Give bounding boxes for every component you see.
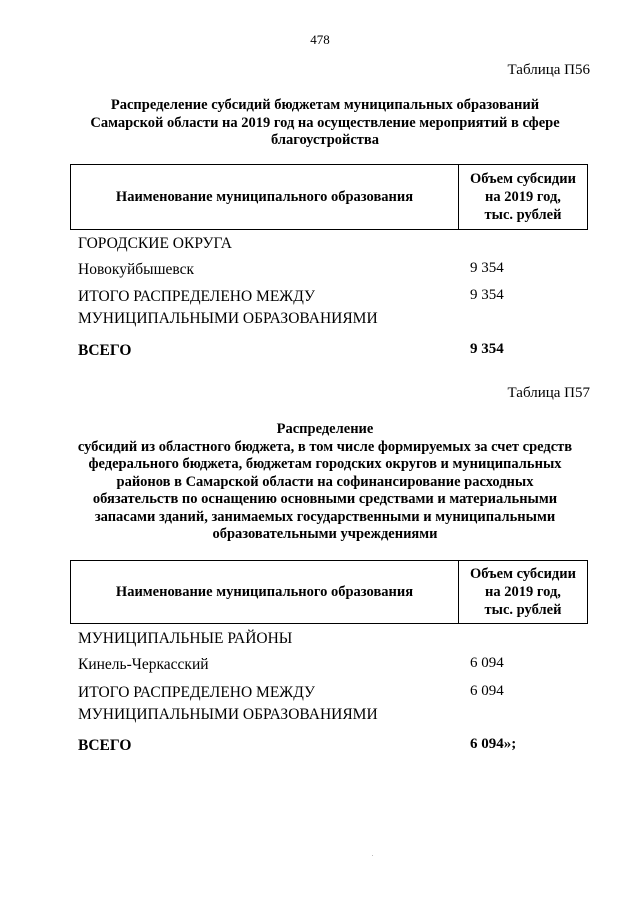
- table57-header-value: Объем субсидии на 2019 год, тыс. рублей: [470, 566, 576, 618]
- table56-title: [60, 97, 590, 150]
- table57-title-line: образовательными учреждениями: [212, 526, 438, 542]
- table57-row-value: 6 094: [470, 655, 504, 671]
- table57-subtotal-line2: МУНИЦИПАЛЬНЫМИ ОБРАЗОВАНИЯМИ: [78, 706, 378, 723]
- table57-total-value: 6 094»;: [470, 736, 517, 752]
- table57-title-line: обязательств по оснащению основными средствами и материальными: [92, 491, 558, 507]
- table57-header-name: Наименование муниципального образования: [71, 561, 459, 623]
- table56-header: [70, 164, 588, 230]
- table57-section: МУНИЦИПАЛЬНЫЕ РАЙОНЫ: [78, 630, 293, 647]
- table57-title: [60, 421, 590, 544]
- table57-subtotal-line1: ИТОГО РАСПРЕДЕЛЕНО МЕЖДУ: [78, 684, 315, 701]
- table57-title-line: федерального бюджета, бюджетам городских округов и муниципальных: [88, 456, 562, 472]
- scan-speck: [372, 855, 373, 856]
- table57-title-line: субсидий из областного бюджета, в том числе формируемых за счет средств: [77, 438, 573, 455]
- table57-row-name: Кинель-Черкасский: [78, 656, 209, 673]
- table56-total-value: 9 354: [470, 341, 504, 357]
- table56-header-value: Объем субсидии на 2019 год, тыс. рублей: [470, 171, 576, 223]
- table56-section: ГОРОДСКИЕ ОКРУГА: [78, 235, 232, 252]
- table56-subtotal-line2: МУНИЦИПАЛЬНЫМИ ОБРАЗОВАНИЯМИ: [78, 310, 378, 327]
- table56-subtotal-value: 9 354: [470, 287, 504, 303]
- table57-total-label: ВСЕГО: [78, 737, 132, 754]
- table56-total-label: ВСЕГО: [78, 342, 132, 359]
- table57-header: [70, 560, 588, 624]
- table56-title-line: Распределение субсидий бюджетам муниципальных образований: [110, 97, 540, 113]
- table56-subtotal-line1: ИТОГО РАСПРЕДЕЛЕНО МЕЖДУ: [78, 288, 315, 305]
- table56-title-line: Самарской области на 2019 год на осуществление мероприятий в сфере: [90, 114, 560, 131]
- table56-row-value: 9 354: [470, 260, 504, 276]
- table57-title-line: Распределение: [276, 421, 374, 437]
- page-number: 478: [310, 32, 330, 47]
- table56-header-name: Наименование муниципального образования: [71, 165, 459, 229]
- table57-title-line: запасами зданий, занимаемых государственными и муниципальными: [94, 508, 556, 525]
- table56-label: Таблица П56: [507, 62, 590, 78]
- table57-subtotal-value: 6 094: [470, 683, 504, 699]
- table56-row-name: Новокуйбышевск: [78, 261, 195, 278]
- table56-title-line: благоустройства: [270, 132, 380, 148]
- table57-title-line: районов в Самарской области на софинансирование расходных: [116, 473, 534, 490]
- table57-label: Таблица П57: [507, 385, 590, 401]
